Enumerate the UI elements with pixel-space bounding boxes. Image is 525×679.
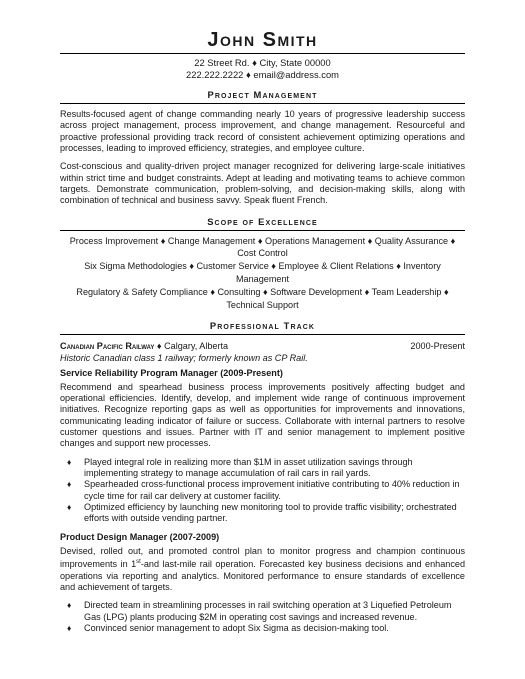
employer-note: Historic Canadian class 1 railway; formerly known as CP Rail. — [60, 352, 308, 363]
employer-name: Canadian Pacific Railway — [60, 341, 155, 352]
diamond-bullet-icon: ♦ — [67, 479, 72, 490]
track-rule — [60, 334, 465, 335]
headline-title: Project Management — [207, 89, 318, 101]
diamond-bullet-icon: ♦ — [67, 600, 72, 611]
role-achievements-1 — [60, 457, 465, 525]
employer-header — [60, 341, 465, 353]
diamond-bullet-icon: ♦ — [67, 501, 72, 512]
role-title-2: Product Design Manager (2007-2009) — [60, 532, 220, 543]
role-achievements-2 — [60, 600, 465, 634]
header-rule — [60, 53, 465, 54]
list-item: ♦ Optimized efficiency by launching new monitoring tool to provide traffic visibility; orchestrated efforts with outside vending partner. — [67, 501, 457, 524]
skills-line-3: Regulatory & Safety Compliance ♦ Consulting ♦ Software Development ♦ Team Leadership ♦ Technical Support — [76, 286, 449, 310]
skills-list — [60, 235, 465, 312]
track-title: Professional Track — [209, 320, 316, 332]
profile-paragraph-2: Cost-conscious and quality-driven project manager recognized for delivering large-scale initiatives within strict time and budget constraints. Adept at leading and motivating teams to achieve common targets. Demonstrate communication, problem-solving, and decision-making skills, along with combination of technical and business savvy. Speak fluent French. — [60, 161, 465, 206]
resume-page — [60, 28, 465, 634]
diamond-bullet-icon: ♦ — [67, 622, 72, 633]
role-summary-2: Devised, rolled out, and promoted control plan to monitor progress and champion continuous improvements in 1st-and last-mile rail operation. Forecasted key business decisions and enhanced operations via reporting and analytics. Monitored performance to ensure standards of excellence and achievement of targets. — [60, 545, 466, 592]
employer-location: ♦ Calgary, Alberta — [154, 341, 229, 352]
diamond-bullet-icon: ♦ — [67, 456, 72, 467]
employment-dates: 2000-Present — [410, 341, 465, 352]
excellence-title: Scope of Excellence — [207, 215, 318, 227]
contact-line: 222.222.2222 ♦ email@address.com — [186, 68, 339, 80]
profile-paragraph-1: Results-focused agent of change commanding nearly 10 years of progressive leadership success across project management, process improvement, and change management. Resourceful and proactive professional providing track record of consistent achievement optimizing operations and processes, leading to improved efficiency, strategies, and employee culture. — [60, 109, 465, 154]
role-title-1: Service Reliability Program Manager (2009-Present) — [60, 368, 283, 379]
address-line: 22 Street Rd. ♦ City, State 00000 — [194, 57, 331, 68]
employer-line — [60, 341, 228, 353]
list-item: ♦ Spearheaded cross-functional process improvement initiative contributing to 40% reduction in cycle time for rail car delivery at customer facility. — [67, 479, 460, 501]
candidate-name: John Smith — [207, 29, 318, 51]
skills-line-2: Six Sigma Methodologies ♦ Customer Service ♦ Employee & Client Relations ♦ Inventory Management — [84, 261, 441, 284]
headline-rule — [60, 103, 465, 104]
list-item: ♦ Played integral role in realizing more than $1M in asset utilization savings through implementing strategy to manage accumulation of rail cars in rail yards. — [67, 456, 413, 478]
list-item: ♦ Convinced senior management to adopt Six Sigma as decision-making tool. — [67, 622, 389, 633]
list-item: ♦ Directed team in streamlining processes in rail switching operation at 3 Liquefied Petroleum Gas (LPG) plants producing $2M in operating cost savings and increased revenue. — [67, 600, 452, 622]
excellence-rule — [60, 230, 465, 231]
role-summary-1: Recommend and spearhead business process improvements positively affecting budget and operational efficiencies. Identify, develop, and implement wide range of continuous improvement initiatives. Recognize reporting gaps as well as opportunities for improvements and innovations, communicating leading indicator of failure or success. Collaborate with internal partners to resolve customer questions and issues. Partner with IT and senior management to implement positive changes and support new processes. — [60, 381, 465, 449]
skills-line-1: Process Improvement ♦ Change Management ♦ Operations Management ♦ Quality Assurance ♦ Cost Control — [69, 235, 456, 259]
